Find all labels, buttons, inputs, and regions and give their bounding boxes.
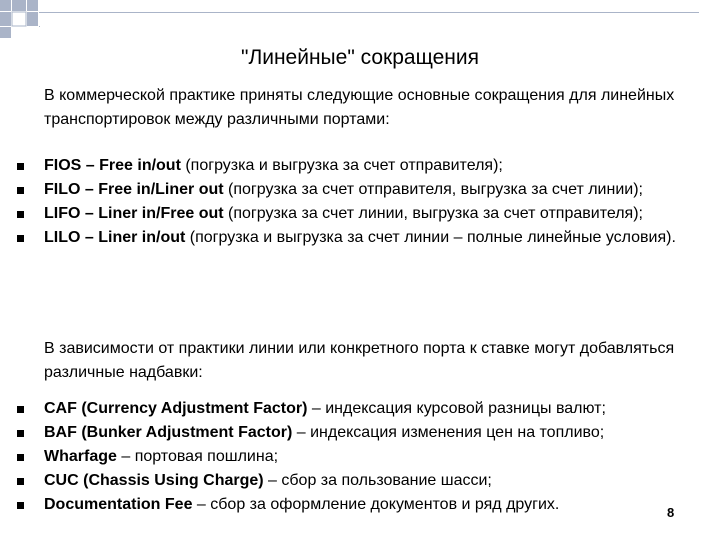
term-name: Documentation Fee [44,496,193,513]
square-bullet-icon [17,187,24,194]
term-name: Wharfage [44,448,117,465]
abbreviation-list [0,154,720,250]
slide-title: "Линейные" сокращения [240,46,479,69]
square-bullet-icon [17,211,24,218]
term-name: FILO – Free in/Liner out [44,181,224,198]
list-item [0,469,694,493]
term-description: – сбор за пользование шасси; [263,472,492,489]
term-description: (погрузка за счет отправителя, выгрузка за счет линии); [223,181,643,198]
square-bullet-icon [17,430,24,437]
term-description: (погрузка и выгрузка за счет отправителя); [180,157,503,174]
square-bullet-icon [17,163,24,170]
list-item [0,397,694,421]
page-number: 8 [667,505,675,520]
term-name: FIOS – Free in/out [44,157,181,174]
term-name: LILO – Liner in/out [44,229,186,246]
surcharge-list [0,397,720,517]
surcharges-intro: В зависимости от практики линии или конкретного порта к ставке могут добавляться различные надбавки: [44,340,675,381]
term-name: BAF (Bunker Adjustment Factor) [44,424,293,441]
term-description: – портовая пошлина; [116,448,279,465]
decorative-squares [0,0,720,40]
square-bullet-icon [17,235,24,242]
term-name: CAF (Currency Adjustment Factor) [44,400,308,417]
term-name: LIFO – Liner in/Free out [44,205,224,222]
list-item [0,445,694,469]
square-bullet-icon [17,454,24,461]
square-bullet-icon [17,406,24,413]
list-item [0,421,694,445]
term-name: CUC (Chassis Using Charge) [44,472,264,489]
term-description: – индексация курсовой разницы валют; [307,400,606,417]
square-bullet-icon [17,478,24,485]
square-bullet-icon [17,502,24,509]
list-item [0,178,694,202]
list-item [0,154,694,178]
list-item [0,202,694,226]
list-item [0,226,694,250]
term-description: – индексация изменения цен на топливо; [292,424,605,441]
term-description: – сбор за оформление документов и ряд других. [192,496,560,513]
term-description: (погрузка за счет линии, выгрузка за счет отправителя); [223,205,643,222]
list-item [0,493,694,517]
intro-paragraph: В коммерческой практике приняты следующие основные сокращения для линейных транспортировок между различными портами: [44,87,675,128]
term-description: (погрузка и выгрузка за счет линии – полные линейные условия). [185,229,676,246]
